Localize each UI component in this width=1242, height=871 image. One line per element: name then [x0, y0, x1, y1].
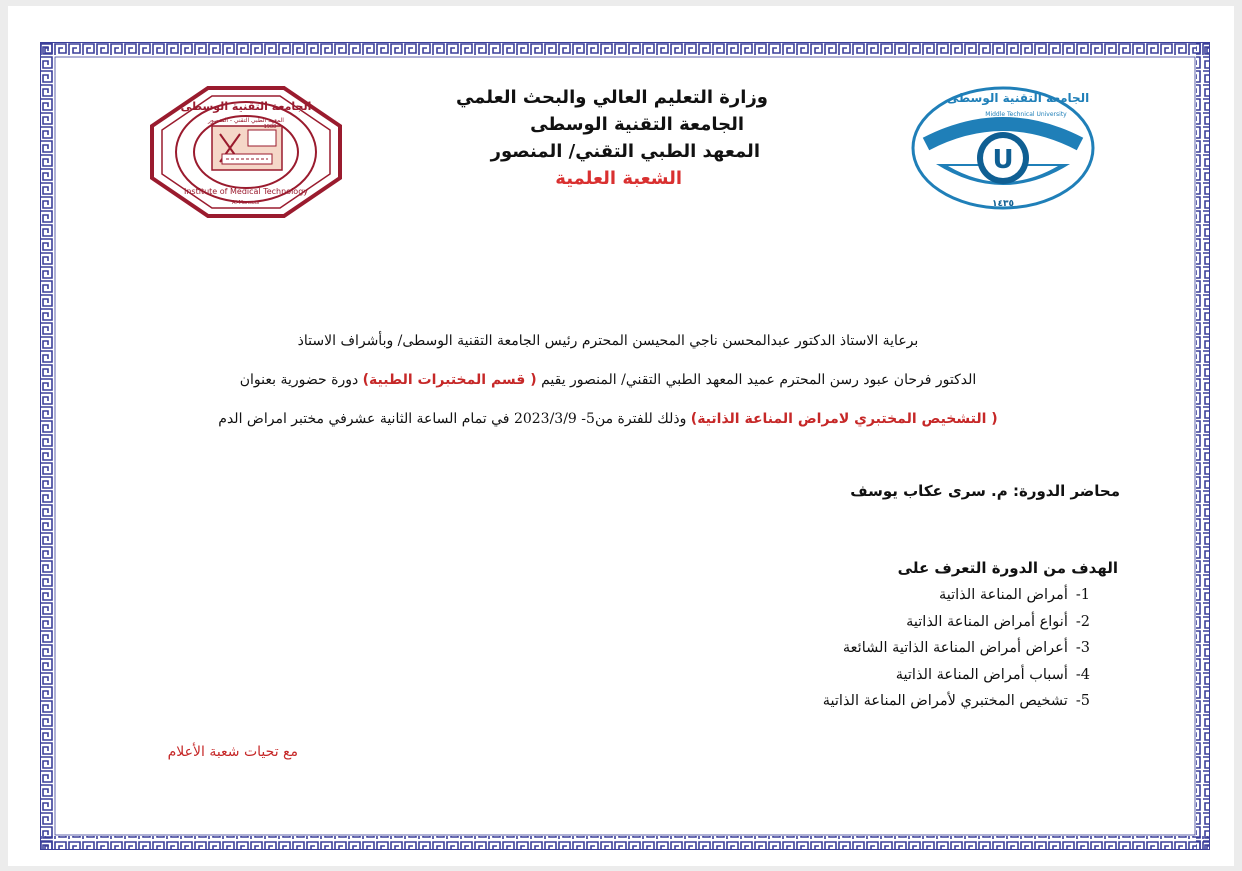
- university-name: الجامعة التقنية الوسطى: [530, 114, 744, 135]
- logo-right-letter: U: [992, 145, 1014, 175]
- regards-signoff: مع تحيات شعبة الأعلام: [167, 744, 298, 760]
- list-item-text: أمراض المناعة الذاتية: [938, 587, 1068, 603]
- goals-list: [708, 582, 1090, 715]
- list-item-number: 4-: [1075, 666, 1090, 683]
- logo-right-year: 2014: [992, 185, 1014, 194]
- intro-line-2: [168, 361, 1048, 400]
- logo-left-english: Institute of Medical Technology: [183, 187, 309, 196]
- course-lecturer: محاضر الدورة: م. سرى عكاب يوسف: [850, 482, 1120, 500]
- logo-left-year: 1988: [263, 124, 277, 130]
- logo-right-english: Middle Technical University: [985, 111, 1067, 118]
- logo-left-place: Al-Mansour: [231, 200, 261, 206]
- list-item: [708, 688, 1090, 715]
- list-item: [708, 635, 1090, 662]
- intro-paragraph: [168, 322, 1048, 439]
- list-item-text: أعراض أمراض المناعة الذاتية الشائعة: [842, 640, 1068, 656]
- list-item-text: أسباب أمراض المناعة الذاتية: [895, 666, 1068, 683]
- list-item: [708, 662, 1090, 689]
- institute-name: المعهد الطبي التقني/ المنصور: [490, 141, 760, 162]
- course-title-highlight: ( التشخيص المختبري لامراض المناعة الذاتية): [690, 411, 998, 427]
- logo-right-arabic: الجامعة التقنية الوسطى: [946, 91, 1090, 105]
- list-item-number: 3-: [1075, 640, 1090, 656]
- logo-right-hijri: ١٤٣٥: [992, 199, 1014, 209]
- department-name: الشعبة العلمية: [555, 168, 682, 189]
- logo-left-arabic: الجامعة التقنية الوسطى: [180, 100, 312, 113]
- ministry-name: وزارة التعليم العالي والبحث العلمي: [455, 87, 768, 108]
- list-item: [708, 582, 1090, 609]
- intro-line-2-part-b: دورة حضورية بعنوان: [239, 372, 359, 388]
- document-page: [8, 6, 1234, 866]
- list-item: [708, 609, 1090, 636]
- list-item-text: أنواع أمراض المناعة الذاتية: [906, 613, 1068, 630]
- intro-line-2-part-a: الدكتور فرحان عبود رسن المحترم عميد المعهد الطبي التقني/ المنصور يقيم: [541, 372, 977, 388]
- intro-line-3: [168, 400, 1048, 439]
- university-logo: [908, 82, 1098, 212]
- list-item-number: 1-: [1075, 587, 1090, 603]
- letterhead: [428, 84, 768, 192]
- institute-logo: [150, 86, 342, 218]
- department-highlight: ( قسم المختبرات الطبية): [362, 372, 537, 388]
- intro-line-1: برعاية الاستاذ الدكتور عبدالمحسن ناجي المحيسن المحترم رئيس الجامعة التقنية الوسطى/ وبأشراف الاستاذ: [297, 333, 919, 349]
- goals-title: الهدف من الدورة التعرف على: [897, 559, 1118, 577]
- list-item-text: تشخيص المختبري لأمراض المناعة الذاتية: [822, 693, 1068, 709]
- list-item-number: 5-: [1075, 693, 1090, 709]
- list-item-number: 2-: [1075, 613, 1090, 630]
- logo-left-inner: المعهد الطبي التقني - المنصور: [208, 117, 284, 124]
- intro-line-3-part-b: وذلك للفترة من5- 2023/3/9 في تمام الساعة الثانية عشرفي مختبر امراض الدم: [218, 411, 687, 427]
